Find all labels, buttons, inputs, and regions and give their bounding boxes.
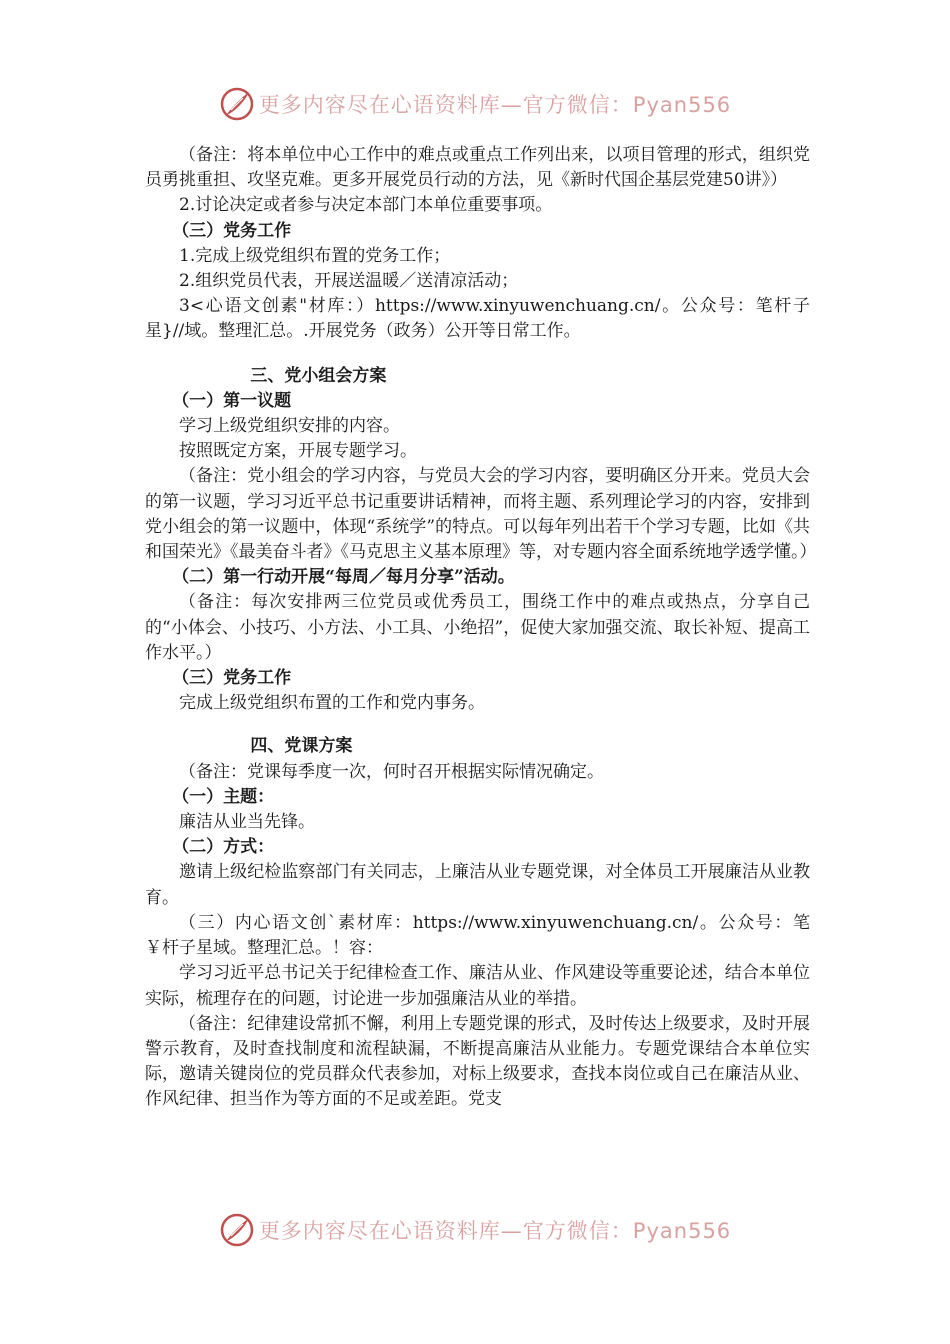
banner-text: 更多内容尽在心语资料库—官方微信：Pyan556 xyxy=(258,93,732,117)
quill-logo-icon xyxy=(219,86,255,122)
section-heading: 四、党课方案 xyxy=(250,736,353,757)
paragraph: （备注：每次安排两三位党员或优秀员工，围绕工作中的难点或热点，分享自己的“小体会、小技巧、小方法、小工具、小绝招”，促使大家加强交流、取长补短、提高工作水平。） xyxy=(145,592,810,663)
paragraph: 1.完成上级党组织布置的党务工作； xyxy=(179,245,451,266)
subheading: （二）第一行动开展“每周／每月分享”活动。 xyxy=(172,567,515,588)
document-body xyxy=(145,143,817,1113)
paragraph: （三）内心语文创`素材库：https://www.xinyuwenchuang.cn/。公众号：笔￥杆子星域。整理汇总。！容： xyxy=(145,912,810,959)
paragraph: 邀请上级纪检监察部门有关同志，上廉洁从业专题党课，对全体员工开展廉洁从业教育。 xyxy=(145,862,810,908)
banner-text: 更多内容尽在心语资料库—官方微信：Pyan556 xyxy=(258,1219,732,1243)
paragraph: （备注：纪律建设常抓不懈，利用上专题党课的形式，及时传达上级要求，及时开展警示教育，及时查找制度和流程缺漏，不断提高廉洁从业能力。专题党课结合本单位实际，邀请关键岗位的党员群众代表参加，对标上级要求，查找本岗位或自己在廉洁从业、作风纪律、担当作为等方面的不足或差距。党支 xyxy=(145,1013,810,1110)
footer-banner xyxy=(0,1210,950,1250)
paragraph: 廉洁从业当先锋。 xyxy=(179,812,315,833)
subheading: （三）党务工作 xyxy=(172,668,292,689)
paragraph: 2.讨论决定或者参与决定本部门本单位重要事项。 xyxy=(179,195,553,216)
paragraph: 完成上级党组织布置的工作和党内事务。 xyxy=(179,693,485,714)
paragraph: 学习习近平总书记关于纪律检查工作、廉洁从业、作风建设等重要论述，结合本单位实际，梳理存在的问题，讨论进一步加强廉洁从业的举措。 xyxy=(145,963,810,1009)
paragraph: （备注：将本单位中心工作中的难点或重点工作列出来，以项目管理的形式，组织党员勇挑重担、攻坚克难。更多开展党员行动的方法，见《新时代国企基层党建50讲》） xyxy=(145,145,810,191)
quill-logo-icon xyxy=(219,1212,255,1248)
subheading: （三）党务工作 xyxy=(172,220,292,241)
paragraph: 3<心语文创素"材库：）https://www.xinyuwenchuang.cn/。公众号：笔杆子星}//域。整理汇总。.开展党务（政务）公开等日常工作。 xyxy=(145,296,810,342)
paragraph: 按照既定方案，开展专题学习。 xyxy=(179,441,417,462)
paragraph: 学习上级党组织安排的内容。 xyxy=(179,416,400,437)
section-heading: 三、党小组会方案 xyxy=(250,365,387,386)
subheading: （一）第一议题 xyxy=(172,390,292,411)
subheading: （二）方式： xyxy=(172,837,275,858)
paragraph: （备注：党课每季度一次，何时召开根据实际情况确定。 xyxy=(179,761,604,782)
subheading: （一）主题： xyxy=(172,786,275,807)
header-banner xyxy=(0,84,950,124)
paragraph: 2.组织党员代表，开展送温暖／送清凉活动； xyxy=(179,271,519,292)
paragraph: （备注：党小组会的学习内容，与党员大会的学习内容，要明确区分开来。党员大会的第一议题，学习习近平总书记重要讲话精神，而将主题、系列理论学习的内容，安排到党小组会的第一议题中，体现“系统学”的特点。可以每年列出若干个学习专题，比如《共和国荣光》《最美奋斗者》《马克思主义基本原理》等，对专题内容全面系统地学透学懂。） xyxy=(145,466,817,563)
